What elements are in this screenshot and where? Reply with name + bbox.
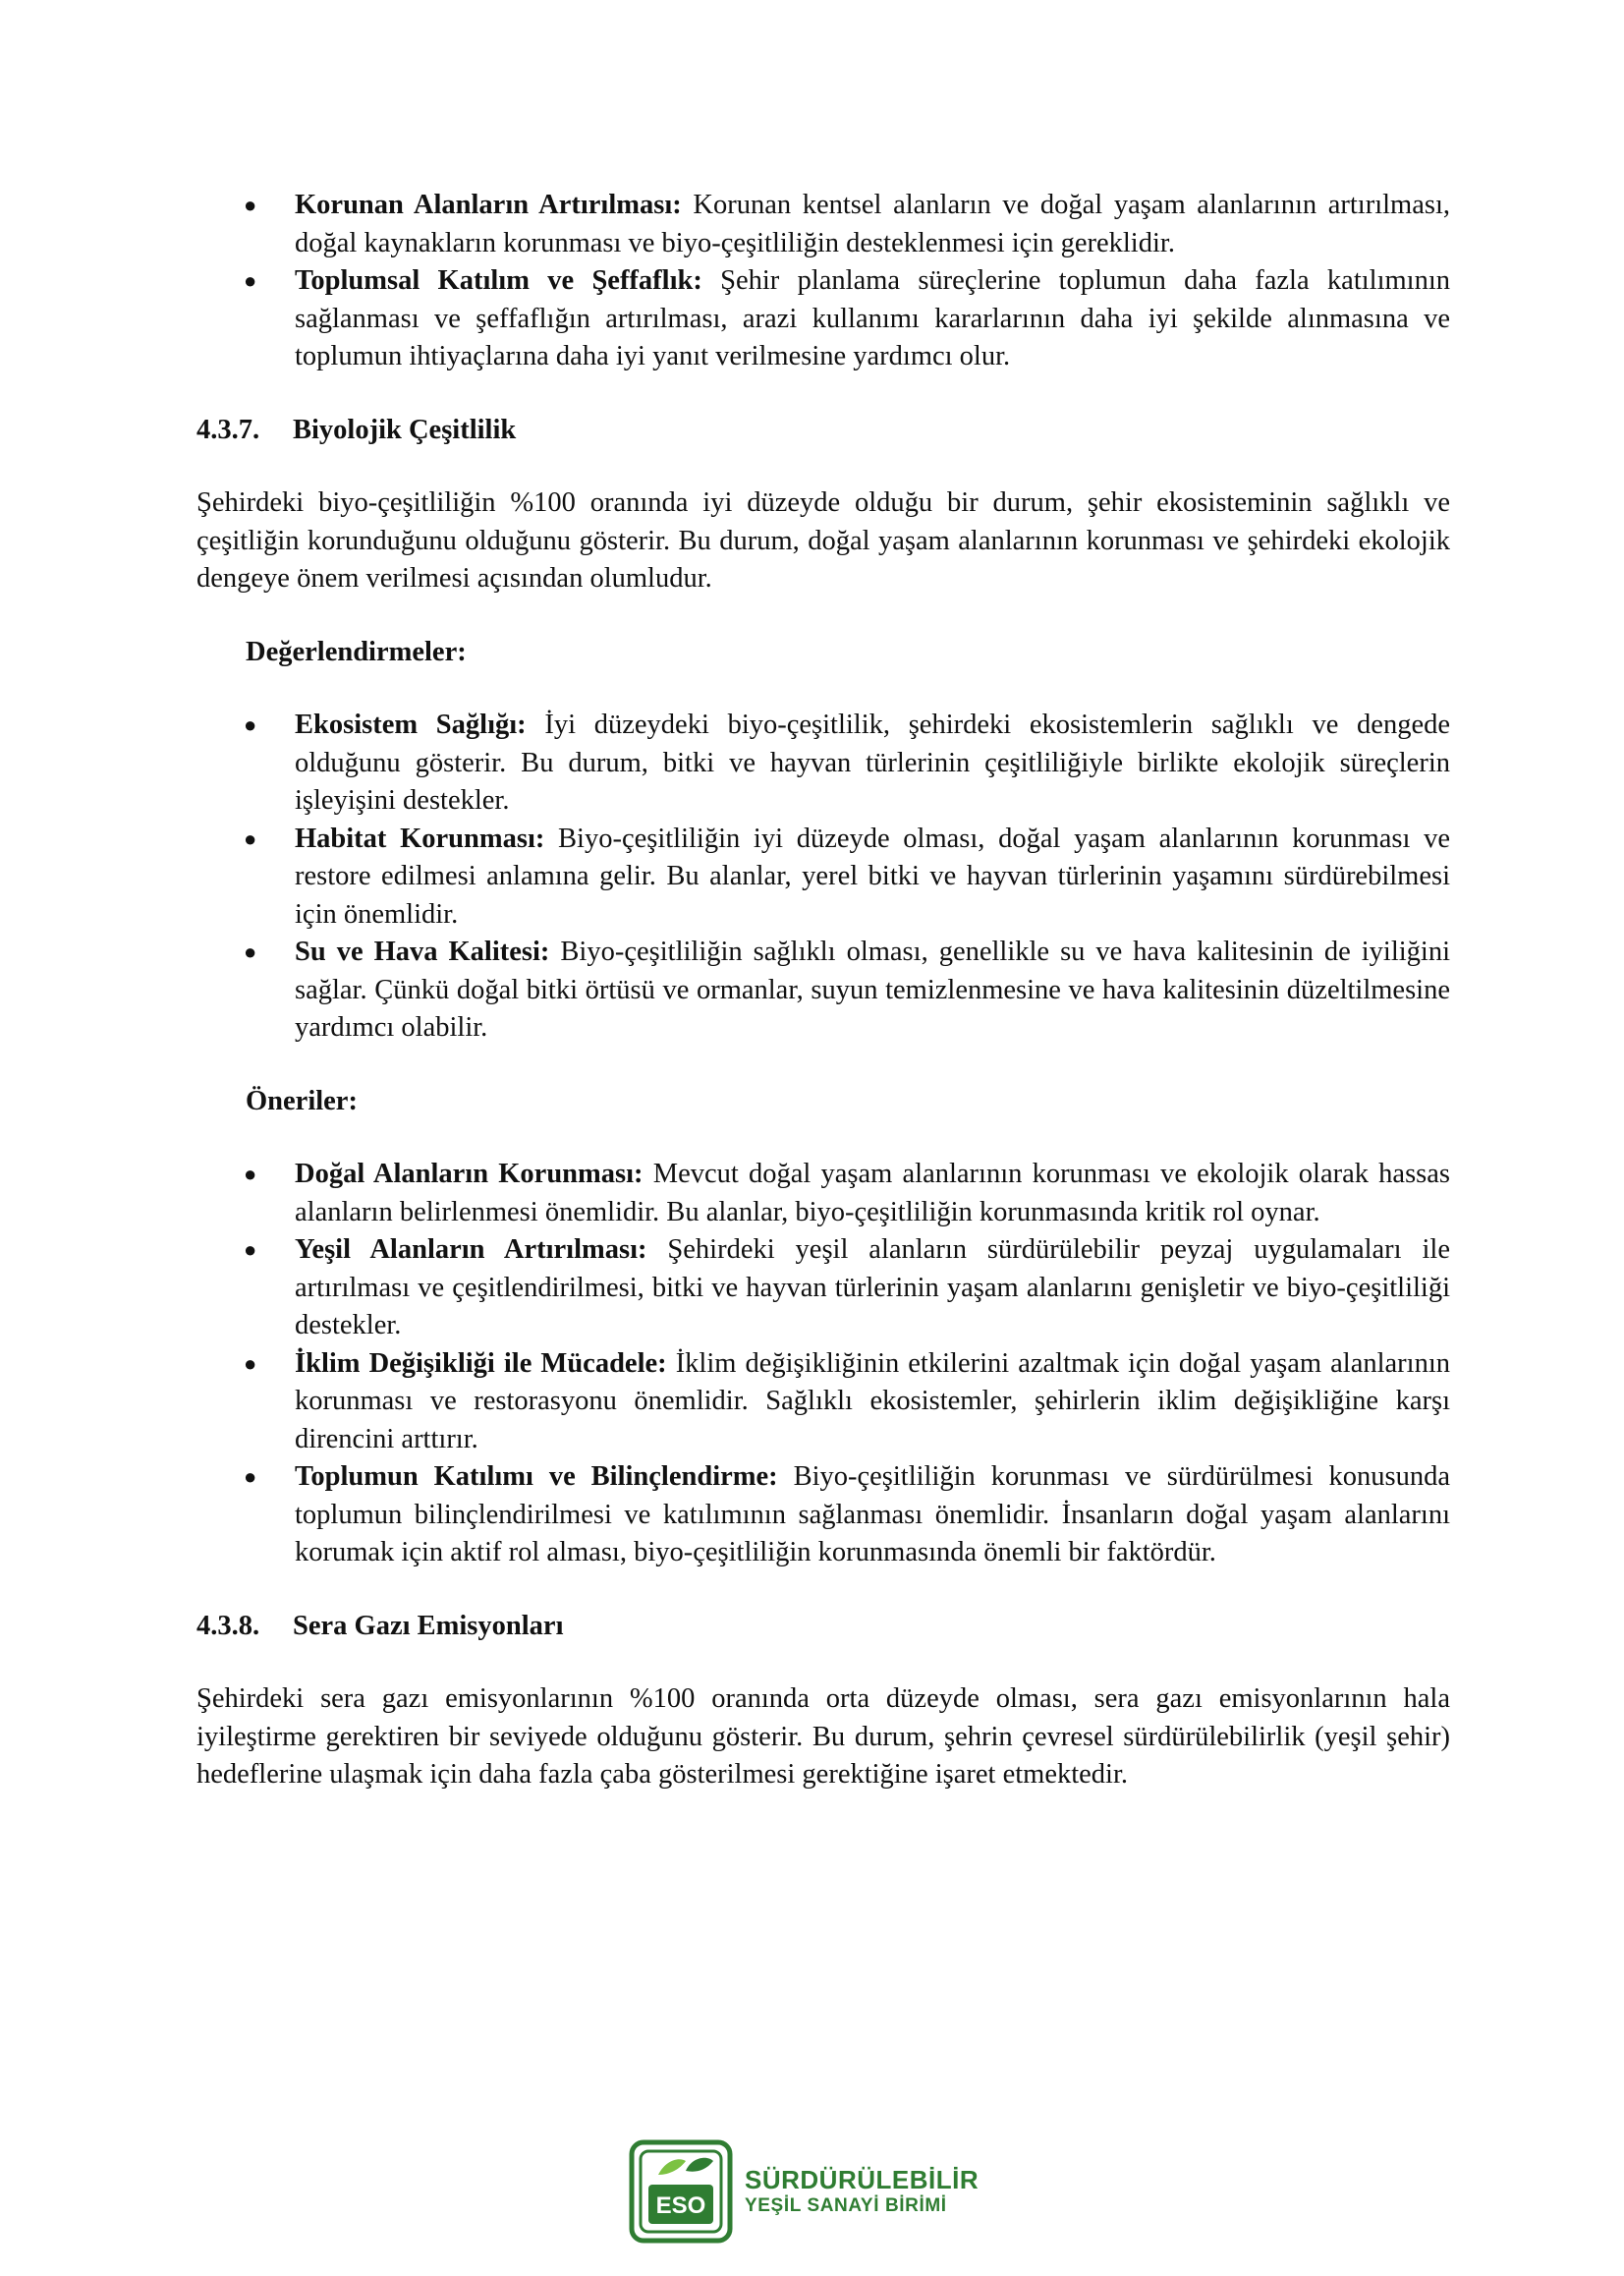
bullet-icon: ● [244, 193, 257, 217]
section-intro-paragraph: Şehirdeki biyo-çeşitliliğin %100 oranında iyi düzeyde olduğu bir durum, şehir ekosisteminin sağlıklı ve çeşitliğin korunduğunu olduğunu gösterir. Bu durum, doğal yaşam alanlarının korunması ve şehirdeki ekolojik dengeye önem verilmesi açısından olumludur. [196, 487, 1450, 594]
list-item [196, 934, 1450, 1048]
suggestions-heading: Öneriler: [246, 1085, 358, 1116]
list-item-label: Ekosistem Sağlığı: [295, 710, 527, 740]
bullet-icon: ● [244, 1237, 257, 1262]
list-item-label: Toplumun Katılımı ve Bilinçlendirme: [295, 1461, 778, 1492]
bullet-icon: ● [244, 268, 257, 293]
list-item [196, 187, 1450, 262]
section-title: Biyolojik Çeşitlilik [293, 414, 517, 445]
evaluations-list [196, 707, 1450, 1048]
bullet-icon: ● [244, 1162, 257, 1186]
list-item-text: İklim değişikliğinin etkilerini azaltmak için doğal yaşam alanlarının korunması ve restorasyonu önemlidir. Sağlıklı ekosistemler, şehirlerin iklim değişikliğine karşı direncini arttırır. [295, 1347, 1450, 1454]
list-item-text: Korunan kentsel alanların ve doğal yaşam alanlarının artırılması, doğal kaynakların korunması ve biyo-çeşitliliğin desteklenmesi için gereklidir. [295, 190, 1450, 258]
list-item-label: İklim Değişikliği ile Mücadele: [295, 1347, 667, 1379]
suggestions-list [196, 1156, 1450, 1572]
section-title: Sera Gazı Emisyonları [293, 1610, 564, 1641]
list-item-label: Doğal Alanların Korunması: [295, 1159, 644, 1189]
footer-logo [629, 2137, 982, 2246]
section-number: 4.3.8. [196, 1610, 260, 1641]
bullet-icon: ● [244, 1350, 257, 1376]
section-heading-4-3-7 [196, 412, 1450, 450]
spacer [196, 671, 1450, 707]
list-item [196, 1231, 1450, 1345]
logo-line-1: SÜRDÜRÜLEBİLİR [745, 2165, 980, 2195]
list-item [196, 262, 1450, 376]
list-item [196, 1345, 1450, 1459]
list-item-text: Biyo-çeşitliliğin iyi düzeyde olması, doğal yaşam alanlarının korunması ve restore edilmesi anlamına gelir. Bu alanlar, yerel bitki ve hayvan türlerinin yaşamını sürdürebilmesi için önemlidir. [295, 823, 1450, 930]
list-item-text: Biyo-çeşitliliğin sağlıklı olması, genellikle su ve hava kalitesinin de iyiliğini sağlar. Çünkü doğal bitki örtüsü ve ormanlar, suyun temizlenmesine ve hava kalitesinin düzeltilmesine yardımcı olabilir. [295, 937, 1450, 1043]
list-item [196, 821, 1450, 935]
list-item-label: Toplumsal Katılım ve Şeffaflık: [295, 265, 702, 296]
list-item-label: Su ve Hava Kalitesi: [295, 937, 550, 967]
spacer [196, 1120, 1450, 1156]
logo-mark-text: ESO [655, 2192, 706, 2219]
logo-wordmark [745, 2166, 979, 2217]
section-number: 4.3.7. [196, 414, 260, 445]
list-item-label: Yeşil Alanların Artırılması: [295, 1234, 647, 1265]
list-item-label: Korunan Alanların Artırılması: [295, 190, 682, 220]
list-item [196, 1458, 1450, 1572]
list-item-text: İyi düzeydeki biyo-çeşitlilik, şehirdeki ekosistemlerin sağlıklı ve dengede olduğunu gösterir. Bu durum, bitki ve hayvan türlerinin çeşitliliğiyle birlikte ekolojik süreçlerin işleyişini destekler. [295, 710, 1451, 816]
top-bullet-list [196, 187, 1450, 376]
page-content [196, 187, 1450, 1794]
bullet-icon: ● [244, 939, 257, 964]
section-heading-4-3-8 [196, 1608, 1450, 1646]
section-intro-paragraph: Şehirdeki sera gazı emisyonlarının %100 oranında orta düzeyde olması, sera gazı emisyonlarının hala iyileştirme gerektiren bir seviyede olduğunu gösterir. Bu durum, şehrin çevresel sürdürülebilirlik (yeşil şehir) hedeflerine ulaşmak için daha fazla çaba gösterilmesi gerektiğine işaret etmektedir. [196, 1683, 1450, 1790]
evaluations-heading: Değerlendirmeler: [246, 636, 467, 667]
bullet-icon: ● [244, 825, 257, 851]
list-item-text: Mevcut doğal yaşam alanlarının korunması ve ekolojik olarak hassas alanların belirlenmesi önemlidir. Bu alanlar, biyo-çeşitliliğin korunmasında kritik rol oynar. [295, 1159, 1451, 1227]
list-item-text: Şehir planlama süreçlerine toplumun daha fazla katılımının sağlanması ve şeffaflığın artırılması, arazi kullanımı kararlarının daha iyi şekilde alınmasına ve toplumun ihtiyaçlarına daha iyi yanıt verilmesine yardımcı olur. [295, 265, 1450, 371]
list-item [196, 1156, 1450, 1231]
list-item [196, 707, 1450, 821]
bullet-icon: ● [244, 712, 257, 737]
list-item-text: Biyo-çeşitliliğin korunması ve sürdürülmesi konusunda toplumun bilinçlendirilmesi ve katılımının sağlanması önemlidir. İnsanların doğal yaşam alanlarını korumak için aktif rol alması, biyo-çeşitliliğin korunmasında önemli bir faktördür. [295, 1461, 1450, 1567]
list-item-label: Habitat Korunması: [295, 823, 545, 854]
list-item-text: Şehirdeki yeşil alanların sürdürülebilir peyzaj uygulamaları ile artırılması ve çeşitlendirilmesi, bitki ve hayvan türlerinin yaşam alanlarını genişletir ve biyo-çeşitliliği destekler. [295, 1234, 1450, 1340]
bullet-icon: ● [244, 1464, 257, 1489]
logo-line-2: YEŞİL SANAYİ BİRİMİ [745, 2195, 947, 2217]
eso-logo-icon [629, 2139, 733, 2244]
